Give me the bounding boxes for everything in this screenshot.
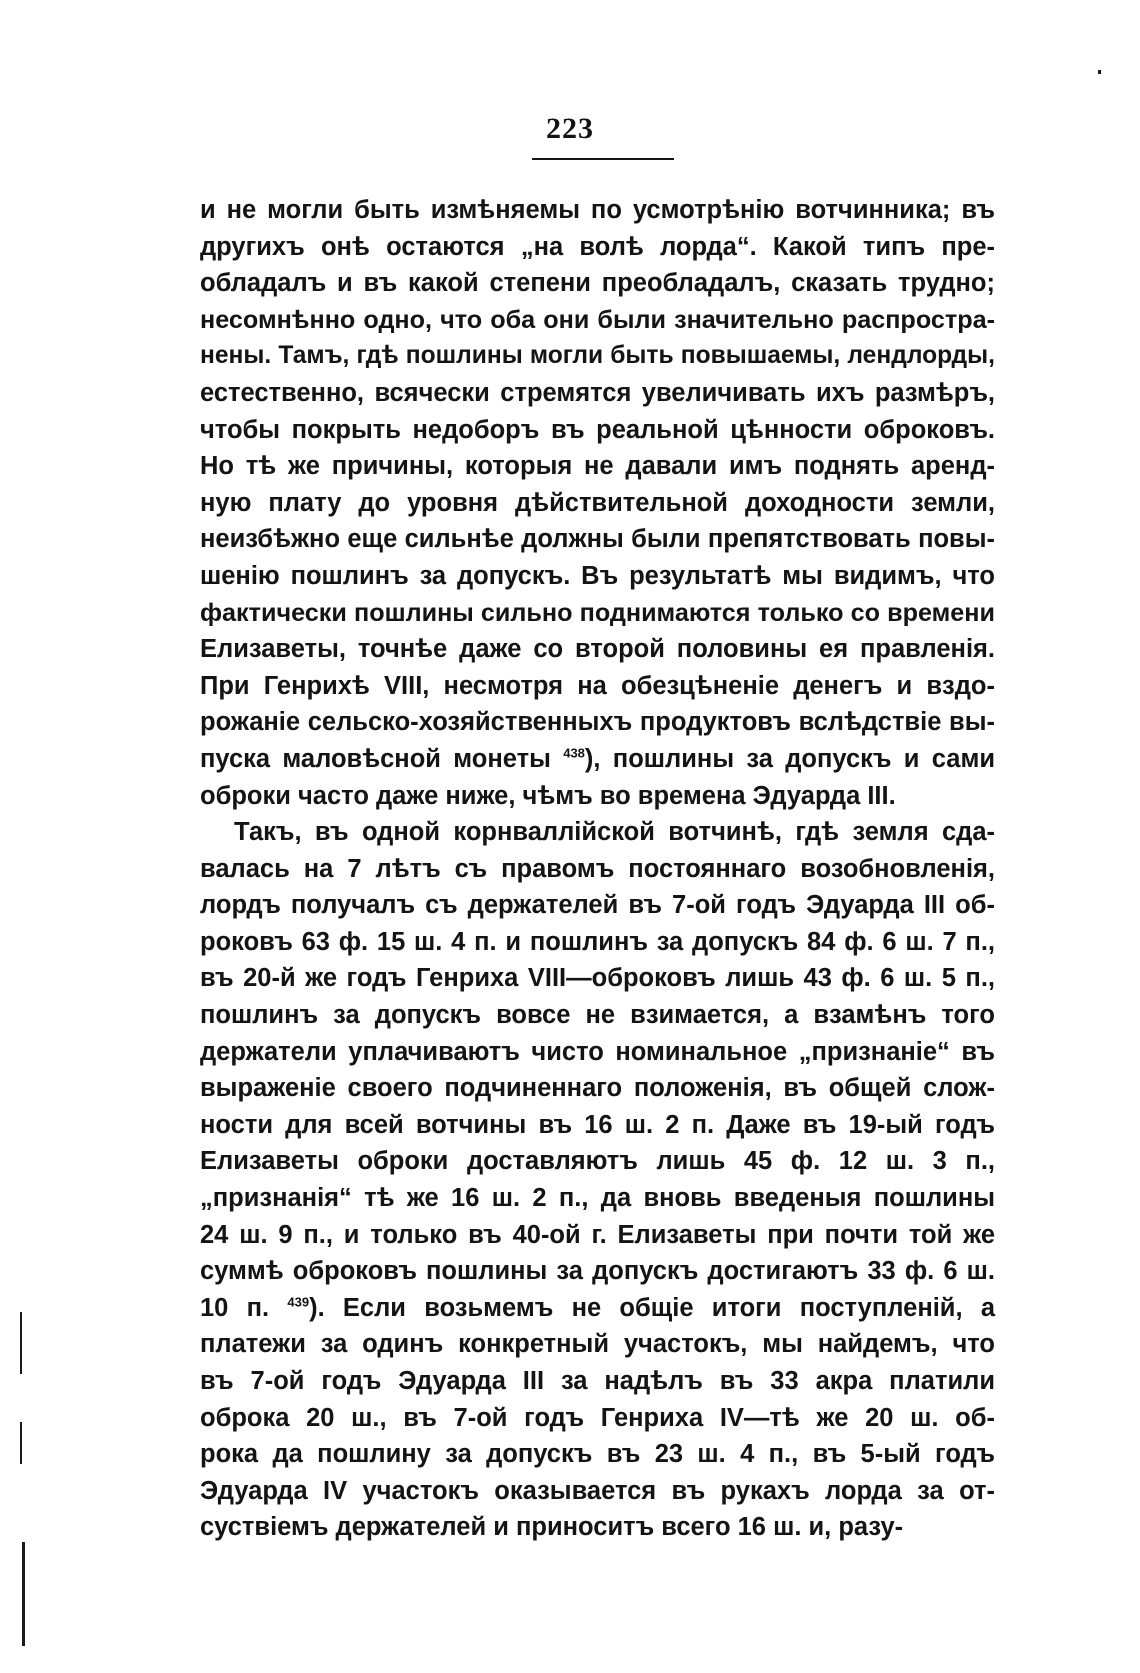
- line-text: пуска маловѣсной монеты: [200, 744, 564, 773]
- text-line: [200, 521, 995, 558]
- line-text: Но тѣ же причины, которыя не давали имъ поднять аренд-: [200, 452, 995, 481]
- text-line: [200, 741, 995, 778]
- text-line: [200, 1326, 995, 1363]
- page-number-rule: [532, 158, 674, 160]
- paragraph: [200, 192, 995, 814]
- text-line: [200, 192, 995, 229]
- text-line: [200, 558, 995, 595]
- line-text: суствіемъ держателей и приноситъ всего 16 ш. и, разу-: [200, 1513, 904, 1542]
- line-text: Елизаветы оброки доставляютъ лишь 45 ф. 12 ш. 3 п.,: [200, 1147, 995, 1176]
- text-line: [200, 1436, 995, 1473]
- line-text: ). Если возьмемъ не общіе итоги поступленій, а: [309, 1293, 995, 1322]
- text-line: [200, 1400, 995, 1437]
- line-text: несомнѣнно одно, что оба они были значительно распростра-: [200, 305, 995, 334]
- text-line: [200, 375, 995, 412]
- line-text: 24 ш. 9 п., и только въ 40-ой г. Елизаветы при почти той же: [200, 1220, 995, 1249]
- line-text: обладалъ и въ какой степени преобладалъ, сказать трудно;: [200, 269, 995, 298]
- body-text: [200, 192, 995, 1546]
- line-text: другихъ онѣ остаются „на волѣ лорда“. Какой типъ пре-: [200, 232, 995, 261]
- paragraph: [200, 814, 995, 1546]
- line-text: Такъ, въ одной корнваллійской вотчинѣ, гдѣ земля сда-: [234, 818, 995, 847]
- text-line: [200, 1143, 995, 1180]
- text-line: [200, 924, 995, 961]
- page-number: 223: [546, 112, 594, 145]
- text-line: [200, 887, 995, 924]
- line-text: платежи за одинъ конкретный участокъ, мы найдемъ, что: [200, 1330, 995, 1359]
- line-text: въ 20-й же годъ Генриха VIII—оброковъ лишь 43 ф. 6 ш. 5 п.,: [200, 964, 995, 993]
- margin-scan-mark: [20, 1312, 22, 1374]
- text-line: [200, 668, 995, 705]
- line-text: фактически пошлины сильно поднимаются только со времени: [200, 598, 995, 627]
- text-line: [200, 1290, 995, 1327]
- line-text: въ 7-ой годъ Эдуарда III за надѣлъ въ 33 акра платили: [200, 1367, 995, 1395]
- text-line: [200, 960, 995, 997]
- line-text: рожаніе сельско-хозяйственныхъ продуктовъ вслѣдствіе вы-: [200, 708, 995, 737]
- line-text: нены. Тамъ, гдѣ пошлины могли быть повышаемы, лендлорды,: [200, 342, 995, 370]
- line-text: оброки часто даже ниже, чѣмъ во времена Эдуарда III.: [200, 781, 896, 810]
- text-line: [200, 448, 995, 485]
- line-text: и не могли быть измѣняемы по усмотрѣнію вотчинника; въ: [200, 196, 995, 224]
- text-line: [200, 851, 995, 888]
- line-text: 10 п.: [200, 1293, 288, 1322]
- line-text: Эдуарда IV участокъ оказывается въ рукахъ лорда за от-: [200, 1476, 995, 1505]
- footnote-ref: 438: [563, 745, 585, 761]
- line-text: ную плату до уровня дѣйствительной доходности земли,: [200, 488, 995, 517]
- text-line: [200, 778, 995, 815]
- line-text: Елизаветы, точнѣе даже со второй половины ея правленія.: [200, 635, 995, 664]
- line-text: валась на 7 лѣтъ съ правомъ постояннаго возобновленія,: [200, 854, 995, 883]
- line-text: естественно, всячески стремятся увеличивать ихъ размѣръ,: [200, 378, 995, 407]
- line-text: При Генрихѣ VIII, несмотря на обезцѣненіе денегъ и вздо-: [200, 671, 995, 700]
- footnote-ref: 439: [287, 1294, 310, 1310]
- text-line: [200, 302, 995, 339]
- text-line: [200, 1070, 995, 1107]
- text-line: [200, 1509, 995, 1546]
- text-line: [200, 338, 995, 375]
- line-text: неизбѣжно еще сильнѣе должны были препятствовать повы-: [200, 525, 995, 554]
- text-line: [200, 997, 995, 1034]
- line-text: выраженіе своего подчиненнаго положенія, въ общей слож-: [200, 1074, 995, 1103]
- text-line: [200, 631, 995, 668]
- text-line: [200, 595, 995, 632]
- line-text: „признанія“ тѣ же 16 ш. 2 п., да вновь введеныя пошлины: [200, 1184, 995, 1213]
- line-text: рока да пошлину за допускъ въ 23 ш. 4 п., въ 5-ый годъ: [200, 1440, 995, 1469]
- text-line: [200, 1107, 995, 1144]
- line-text: суммѣ оброковъ пошлины за допускъ достигаютъ 33 ф. 6 ш.: [200, 1257, 995, 1286]
- line-text: пошлинъ за допускъ вовсе не взимается, а взамѣнъ того: [200, 1001, 995, 1030]
- line-text: шенію пошлинъ за допускъ. Въ результатѣ мы видимъ, что: [200, 561, 995, 590]
- text-line: [200, 265, 995, 302]
- text-line: [200, 704, 995, 741]
- text-line: [200, 412, 995, 449]
- line-text: держатели уплачиваютъ чисто номинальное „признаніе“ въ: [200, 1037, 995, 1066]
- text-line: [200, 485, 995, 522]
- text-line: [200, 229, 995, 266]
- text-line: [200, 1217, 995, 1254]
- text-line: [200, 1253, 995, 1290]
- line-text: ности для всей вотчины въ 16 ш. 2 п. Даже въ 19-ый годъ: [200, 1110, 995, 1139]
- line-text: роковъ 63 ф. 15 ш. 4 п. и пошлинъ за допускъ 84 ф. 6 ш. 7 п.,: [200, 927, 995, 956]
- text-line: [200, 1034, 995, 1071]
- line-text: чтобы покрыть недоборъ въ реальной цѣнности оброковъ.: [200, 415, 995, 444]
- line-text: ), пошлины за допускъ и сами: [584, 744, 995, 773]
- line-text: оброка 20 ш., въ 7-ой годъ Генриха IV—тѣ же 20 ш. об-: [200, 1403, 995, 1432]
- margin-scan-mark: [1098, 70, 1101, 74]
- text-line: [200, 1363, 995, 1400]
- line-text: лордъ получалъ съ держателей въ 7-ой годъ Эдуарда III об-: [200, 891, 995, 920]
- text-line: [200, 1180, 995, 1217]
- margin-scan-mark: [22, 1542, 25, 1646]
- text-line: [200, 814, 995, 851]
- margin-scan-mark: [20, 1422, 22, 1464]
- text-line: [200, 1473, 995, 1510]
